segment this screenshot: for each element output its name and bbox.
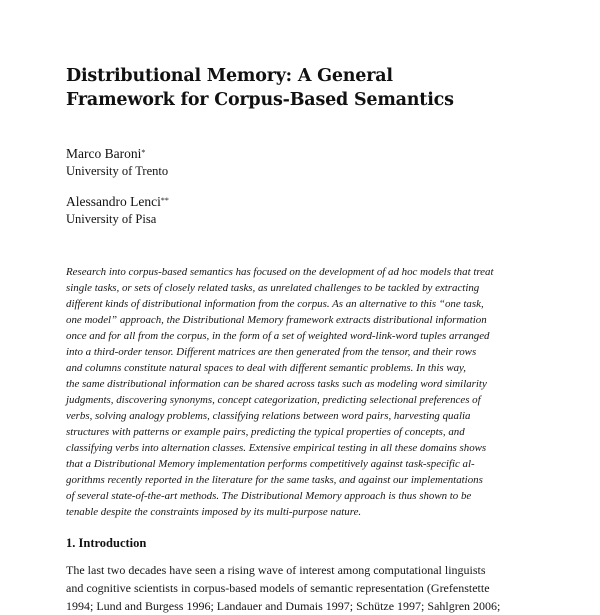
title-line: Framework for Corpus-Based Semantics — [66, 90, 454, 110]
intro-line: and cognitive scientists in corpus-based models of semantic representation (Grefenstette — [66, 581, 490, 595]
abstract-line: different kinds of distributional information from the corpus. As an alternative to this “one task, — [66, 298, 484, 310]
abstract-line: one model” approach, the Distributional Memory framework extracts distributional information — [66, 314, 487, 326]
author-name — [66, 146, 145, 162]
abstract-line: into a third-order tensor. Different matrices are then generated from the tensor, and their rows — [66, 346, 477, 358]
abstract-line: and columns constitute natural spaces to deal with different semantic problems. In this way, — [66, 362, 466, 374]
title-line: Distributional Memory: A General — [66, 66, 393, 86]
abstract-line: once and for all from the corpus, in the form of a set of weighted word-link-word tuples arranged — [66, 330, 490, 342]
section-heading: 1. Introduction — [66, 536, 147, 550]
abstract-line: gorithms recently reported in the literature for the same tasks, and against our implementations — [66, 474, 483, 486]
author-name — [66, 194, 169, 210]
author-name-text: Marco Baroni — [66, 146, 142, 161]
paper-title — [66, 64, 546, 112]
abstract — [66, 264, 540, 520]
intro-line: 1994; Lund and Burgess 1996; Landauer and Dumais 1997; Schütze 1997; Sahlgren 2006; — [66, 599, 501, 613]
abstract-line: that a Distributional Memory implementation performs competitively against task-specific al- — [66, 458, 475, 470]
author-affiliation: University of Trento — [66, 164, 169, 178]
abstract-line: the same distributional information can be shared across tasks such as modeling word similarity — [66, 378, 487, 390]
abstract-line: verbs, solving analogy problems, classifying relations between word pairs, harvesting qualia — [66, 410, 471, 422]
intro-line: The last two decades have seen a rising wave of interest among computational linguists — [66, 563, 486, 577]
author-name-text: Alessandro Lenci — [66, 194, 161, 209]
author-footnote-mark: ** — [160, 196, 169, 205]
abstract-line: judgments, discovering synonyms, concept categorization, predicting selectional preferences of — [66, 394, 481, 406]
abstract-line: classifying verbs into alternation classes. Extensive empirical testing in all these domains shows — [66, 442, 487, 454]
introduction-text — [66, 561, 540, 615]
abstract-line: tenable despite the constraints imposed by its multi-purpose nature. — [66, 506, 362, 518]
abstract-line: single tasks, or sets of closely related tasks, as unrelated challenges to be tackled by extracting — [66, 282, 480, 294]
abstract-line: structures with patterns or example pairs, predicting the typical properties of concepts, and — [66, 426, 465, 438]
author-footnote-mark: * — [141, 148, 146, 157]
abstract-line: Research into corpus-based semantics has focused on the development of ad hoc models that treat — [66, 266, 494, 278]
author-affiliation: University of Pisa — [66, 212, 157, 226]
abstract-line: of several state-of-the-art methods. The Distributional Memory approach is thus shown to be — [66, 490, 472, 502]
